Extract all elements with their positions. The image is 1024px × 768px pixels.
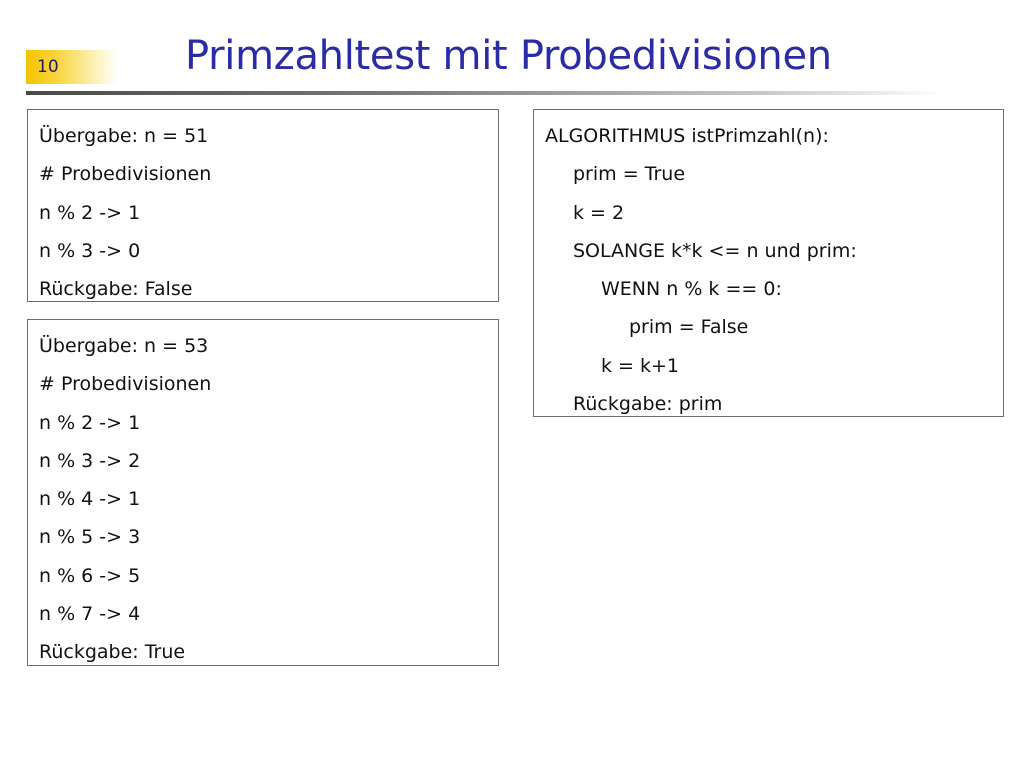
trace-line-input: Übergabe: n = 53: [39, 335, 209, 357]
algorithm-box: [533, 109, 1004, 417]
algorithm-loop-line: SOLANGE k*k <= n und prim:: [573, 239, 857, 262]
algorithm-line: k = 2: [573, 201, 625, 224]
trace-line-division: n % 5 -> 3: [39, 526, 141, 549]
algorithm-line: prim = True: [573, 163, 686, 186]
algorithm-return-line: Rückgabe: prim: [573, 393, 723, 416]
algorithm-condition-line: WENN n % k == 0:: [601, 278, 782, 301]
trace-line-input: Übergabe: n = 51: [39, 125, 209, 147]
algorithm-line: k = k+1: [601, 354, 680, 377]
slide-title: Primzahltest mit Probedivisionen: [185, 33, 832, 79]
trace-line-return: Rückgabe: False: [39, 278, 193, 301]
trace-line-comment: # Probedivisionen: [39, 163, 212, 186]
algorithm-line: prim = False: [629, 316, 749, 339]
title-divider: [26, 91, 946, 95]
trace-line-division: n % 2 -> 1: [39, 411, 141, 434]
trace-line-division: n % 2 -> 1: [39, 201, 141, 224]
trace-line-division: n % 4 -> 1: [39, 488, 141, 511]
trace-line-division: n % 3 -> 2: [39, 449, 141, 472]
trace-box-n51: [27, 109, 499, 302]
trace-line-division: n % 6 -> 5: [39, 564, 141, 587]
trace-line-comment: # Probedivisionen: [39, 373, 212, 396]
slide-number: 10: [26, 50, 118, 84]
algorithm-header: ALGORITHMUS istPrimzahl(n):: [545, 125, 829, 147]
trace-line-division: n % 3 -> 0: [39, 239, 141, 262]
trace-line-division: n % 7 -> 4: [39, 603, 141, 626]
trace-box-n53: [27, 319, 499, 666]
trace-line-return: Rückgabe: True: [39, 641, 186, 664]
